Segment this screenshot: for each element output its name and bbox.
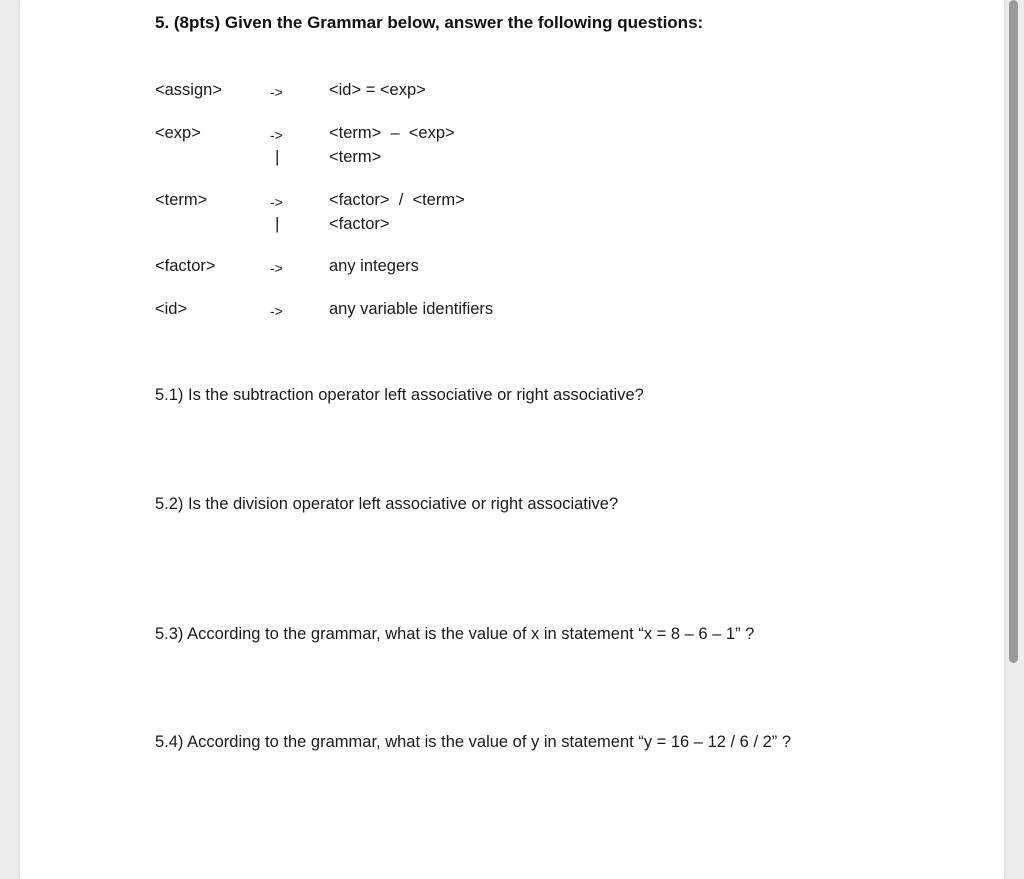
question-5-1: 5.1) Is the subtraction operator left associative or right associative?: [155, 386, 644, 404]
question-5-3: 5.3) According to the grammar, what is the value of x in statement “x = 8 – 6 – 1” ?: [155, 625, 755, 643]
question-5-4: 5.4) According to the grammar, what is the value of y in statement “y = 16 – 12 / 6 / 2” ?: [155, 733, 792, 751]
rule-id-lhs: <id>: [155, 300, 188, 318]
question-5-2: 5.2) Is the division operator left associative or right associative?: [155, 495, 619, 513]
rule-term-alt-bar: |: [275, 214, 280, 233]
rule-assign-lhs: <assign>: [155, 81, 222, 99]
rule-exp-arrow: ->: [270, 127, 283, 143]
rule-assign-rhs: <id> = <exp>: [329, 81, 426, 99]
rule-factor-arrow: ->: [270, 260, 283, 276]
rule-id-arrow: ->: [270, 303, 283, 319]
rule-term-lhs: <term>: [155, 191, 208, 209]
rule-exp-rhs-2: <term>: [329, 148, 382, 166]
rule-exp-lhs: <exp>: [155, 124, 201, 142]
rule-id-rhs: any variable identifiers: [329, 300, 494, 318]
rule-term-rhs-1: <factor> / <term>: [329, 191, 465, 209]
rule-factor-rhs: any integers: [329, 257, 419, 275]
document-page: [20, 0, 1004, 879]
vertical-scrollbar[interactable]: [1009, 0, 1018, 663]
rule-exp-alt-bar: |: [275, 147, 280, 166]
rule-assign-arrow: ->: [270, 84, 283, 100]
question-heading: 5. (8pts) Given the Grammar below, answer the following questions:: [155, 13, 704, 32]
rule-factor-lhs: <factor>: [155, 257, 216, 275]
rule-term-arrow: ->: [270, 194, 283, 210]
rule-term-rhs-2: <factor>: [329, 215, 390, 233]
rule-exp-rhs-1: <term> – <exp>: [329, 124, 455, 142]
